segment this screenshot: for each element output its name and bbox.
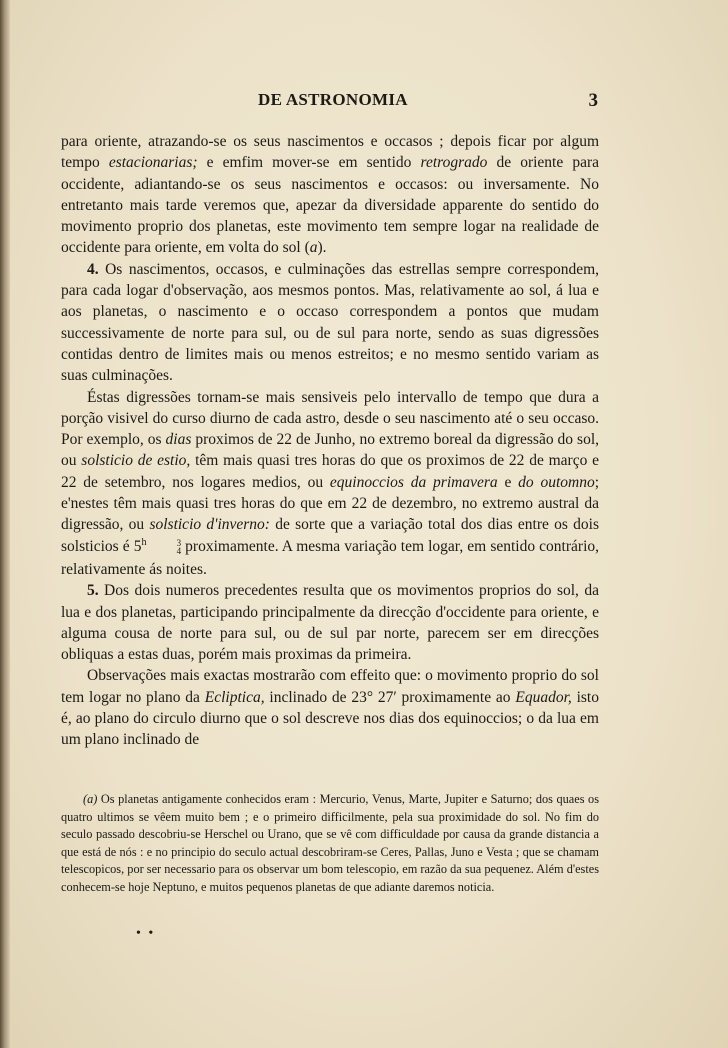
signature-mark: • • — [136, 926, 156, 941]
running-title: DE ASTRONOMIA — [258, 90, 408, 109]
fraction-denominator: 4 — [176, 546, 182, 557]
section-number: 4. — [87, 260, 99, 278]
text-run: têm mais quasi tres horas do que os proximos de 22 de março e 22 de setembro, nos logares medios, ou — [61, 452, 599, 491]
italic-term: equinoccios da primavera — [329, 473, 498, 491]
fraction — [151, 539, 182, 555]
text-run: ; e'nestes têm mais quasi tres horas do que em 22 de dezembro, no extremo austral da digressão, ou — [61, 473, 600, 534]
paragraph-section-5 — [61, 580, 599, 665]
text-run: Os planetas antigamente conhecidos eram : Mercurio, Venus, Marte, Jupiter e Saturno; dos quaes os quatro ultimos se vêem muito bem ; e o primeiro difficilmente, pela sua proximidade do sol. No fim do seculo passado descobriu-se Herschel ou Urano, que se vê com difficuldade por causa da grande distancia a que está de nós : e no principio do seculo actual descobriram-se Ceres, Pallas, Juno e Vesta ; que se chamam telescopicos, por ser necessario para os observar um bom telescopio, em razão da sua pequenez. Além d'estes conhecem-se hoje Neptuno, e muitos pequenos planetas de que adiante daremos noticia. — [61, 792, 599, 894]
footnote-marker: (a) — [83, 792, 98, 806]
text-run: de oriente para occidente, adiantando-se os seus nascimentos e occasos: ou inversamente. No entretanto mais tarde veremos que, apezar da diversidade apparente do sentido do movimento proprio dos planetas, este movimento tem sempre logar na realidade de occidente para oriente, em volta do sol ( — [61, 154, 599, 257]
italic-term: dias — [165, 431, 192, 449]
page-number: 3 — [588, 90, 598, 111]
section-number: 5. — [87, 582, 99, 600]
italic-term: do outomno — [518, 473, 595, 491]
paragraph-continuation — [61, 131, 599, 259]
binding-edge — [0, 0, 10, 1048]
paragraph-digressions — [61, 387, 599, 581]
text-run: e — [497, 473, 519, 491]
footnote-text — [61, 791, 599, 896]
italic-term: Ecliptica, — [204, 688, 265, 706]
footnote-reference: a — [309, 239, 318, 257]
text-run: Dos dois numeros precedentes resulta que os movimentos proprios do sol, da lua e dos planetas, participando principalmente da direcção d'occidente para oriente, e alguma cousa de norte para sul, ou de sul par norte, parecem ser em direcções obliquas a estas duas, porém mais proximas da primeira. — [61, 582, 599, 664]
text-run: isto é, ao plano do circulo diurno que o sol descreve nos dias dos equinoccios; o da lua em um plano inclinado de — [61, 688, 599, 749]
italic-term: solsticio d'inverno: — [149, 516, 270, 534]
text-run: e emfim mover-se em sentido — [197, 154, 421, 172]
text-run: proximos de 22 de Junho, no extremo boreal da digressão do sol, ou — [61, 431, 600, 470]
body-text — [61, 131, 599, 751]
italic-term: retrogrado — [420, 154, 488, 172]
text-run: de sorte que a variação total dos dias entre os dois solsticios é 5 — [61, 516, 600, 555]
fraction-numerator: 3 — [176, 538, 182, 549]
italic-term: solsticio de estio, — [81, 452, 191, 470]
italic-term: Equador, — [515, 688, 572, 706]
running-head — [258, 90, 598, 116]
text-run: inclinado de 23° 27′ proximamente ao — [264, 688, 516, 706]
text-run: Os nascimentos, occasos, e culminações das estrellas sempre correspondem, para cada logar d'observação, aos mesmos pontos. Mas, relativamente ao sol, á lua e aos planetas, o nascimento e o occaso correspondem a pontos que mudam successivamente de norte para sul, ou de sul para norte, sendo as suas digressões contidas dentro de limites mais ou menos estreitos; e no mesmo sentido variam as suas culminações. — [61, 260, 599, 385]
text-run: ). — [317, 239, 327, 257]
footnote — [61, 791, 599, 896]
hour-superscript: h — [141, 536, 147, 548]
text-run: Éstas digressões tornam-se mais sensiveis pelo intervallo de tempo que dura a porção visivel do curso diurno de cada astro, desde o seu nascimento até o seu occaso. Por exemplo, os — [61, 388, 599, 449]
text-run: Observações mais exactas mostrarão com effeito que: o movimento proprio do sol tem logar no plano da — [61, 667, 599, 706]
text-run: proximamente. A mesma variação tem logar, em sentido contrário, relativamente ás noites. — [61, 537, 599, 578]
text-run: para oriente, atrazando-se os seus nascimentos e occasos ; depois ficar por algum tempo — [61, 133, 599, 172]
paragraph-observations — [61, 665, 599, 750]
paragraph-section-4 — [61, 259, 599, 387]
italic-term: estacionarias; — [108, 154, 198, 172]
